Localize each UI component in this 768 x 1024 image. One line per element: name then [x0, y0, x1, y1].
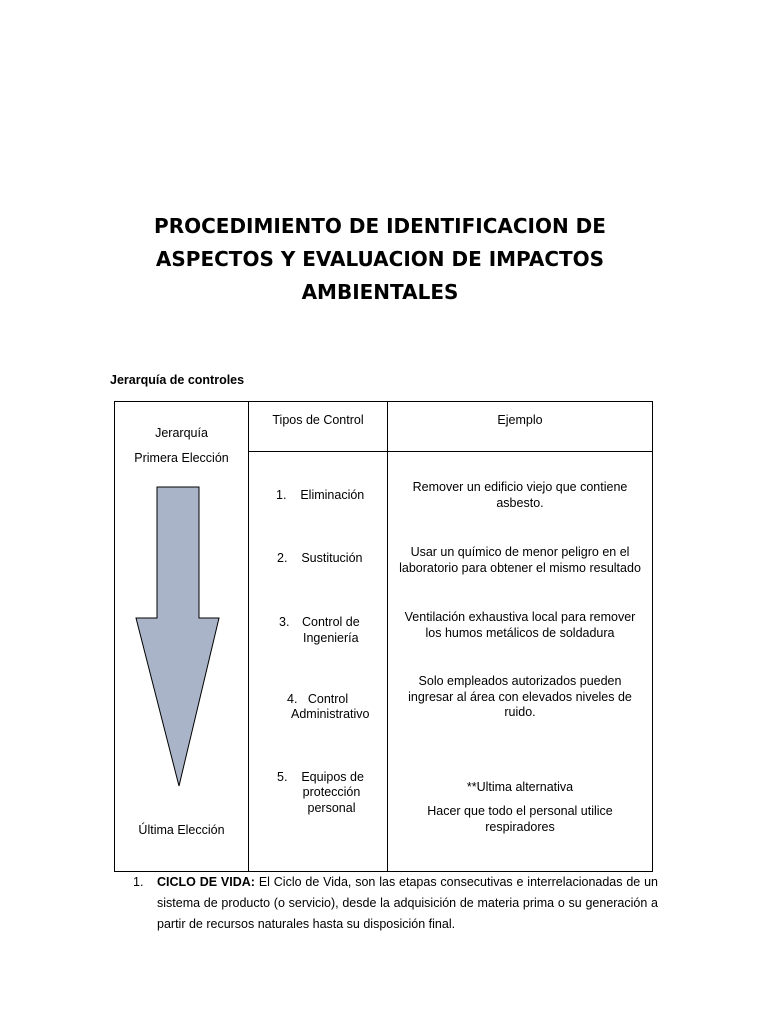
paragraph-body	[157, 872, 658, 935]
example-3-line: Ventilación exhaustiva local para remover	[404, 610, 636, 624]
control-5-line: personal	[307, 800, 356, 815]
example-3	[388, 610, 652, 641]
example-5-line: Hacer que todo el personal utilice	[427, 804, 613, 818]
label-primera-eleccion: Primera Elección	[134, 451, 229, 465]
control-1	[276, 488, 364, 504]
control-5-line: protección	[302, 785, 361, 799]
header-divider	[249, 451, 652, 452]
control-5-label: Equipos de	[301, 770, 364, 784]
example-5	[388, 804, 652, 835]
example-4-line: ruido.	[504, 705, 536, 719]
control-1-label: Eliminación	[300, 488, 365, 502]
control-3-line: Control de	[302, 615, 360, 629]
control-4-label-cont: Administrativo	[291, 707, 370, 721]
example-1-line: Remover un edificio viejo que contiene	[412, 480, 628, 494]
control-5-number: 5.	[277, 770, 288, 784]
control-3-line: Ingeniería	[303, 630, 359, 645]
column-divider	[248, 402, 249, 871]
header-jerarquia: Jerarquía	[155, 426, 208, 440]
example-3-line: los humos metálicos de soldadura	[425, 625, 615, 640]
controls-table	[114, 401, 653, 872]
control-5-label-cont	[279, 785, 384, 816]
control-4-label: Control	[307, 692, 349, 706]
example-4	[388, 674, 652, 721]
example-4-line: Solo empleados autorizados pueden	[418, 674, 622, 688]
header-tipos-control: Tipos de Control	[272, 413, 364, 427]
control-1-number: 1.	[276, 488, 287, 502]
section-heading: Jerarquía de controles	[110, 373, 245, 387]
down-arrow-icon	[135, 486, 223, 788]
life-cycle-paragraph	[133, 872, 658, 935]
control-3-number: 3.	[279, 615, 290, 629]
header-ejemplo: Ejemplo	[497, 413, 543, 427]
document-title	[140, 210, 620, 309]
list-term: CICLO DE VIDA:	[157, 875, 255, 889]
example-1-line: asbesto.	[496, 495, 544, 510]
down-arrow-shape	[136, 487, 219, 786]
example-2-line: Usar un químico de menor peligro en el	[410, 545, 630, 559]
title-line-3: AMBIENTALES	[301, 280, 459, 304]
example-2	[388, 545, 652, 576]
example-2-line: laboratorio para obtener el mismo resultado	[399, 560, 641, 575]
label-ultima-eleccion: Última Elección	[138, 823, 225, 837]
control-4-number: 4.	[287, 692, 298, 706]
control-2	[277, 551, 363, 567]
list-text: El Ciclo de Vida, son las etapas consecutivas e interrelacionadas de un sistema de producto (o servicio), desde la adquisición de materia prima o su generación a partir de recursos naturales hasta su disposición final.	[157, 875, 658, 931]
control-3-label	[302, 615, 360, 646]
example-4-line: ingresar al área con elevados niveles de	[408, 689, 632, 704]
example-5-note: **Ultima alternativa	[466, 780, 574, 794]
example-1	[388, 480, 652, 511]
example-5-line: respiradores	[485, 819, 555, 834]
control-2-label: Sustitución	[301, 551, 363, 565]
title-line-1: PROCEDIMIENTO DE IDENTIFICACION DE	[154, 214, 606, 238]
control-5	[277, 770, 364, 786]
control-4	[287, 692, 348, 708]
title-line-2: ASPECTOS Y EVALUACION DE IMPACTOS	[155, 247, 605, 271]
control-2-number: 2.	[277, 551, 288, 565]
list-number: 1.	[133, 875, 144, 889]
